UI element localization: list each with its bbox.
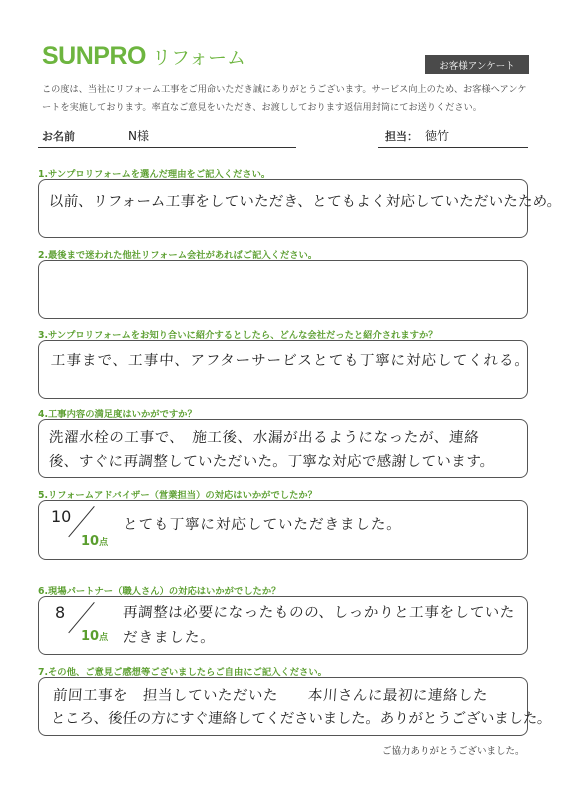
- answer-6-line-2: だきました。: [122, 630, 217, 646]
- intro-line-2: ートを実施しております。率直なご意見をいただき、お渡ししております返信用封筒にてお送りください。: [42, 102, 482, 113]
- answer-1-line-1: 以前、リフォーム工事をしていただき、とてもよく対応していただいたため。: [48, 194, 563, 210]
- answer-box-7: [38, 677, 552, 736]
- answer-7-line-1: 前回工事を 担当していただいた 本川さんに最初に連絡した: [52, 688, 489, 704]
- answer-box-5: [38, 500, 528, 560]
- intro-line-1: この度は、当社にリフォーム工事をご用命いただき誠にありがとうございます。サービス向上のため、お客様へアンケ: [42, 84, 527, 95]
- answer-5-line-1: とても丁寧に対応していただきました。: [122, 517, 403, 533]
- score-5-max: 10点: [81, 534, 109, 549]
- survey-badge: お客様アンケート: [425, 55, 529, 74]
- score-5-value: 10: [51, 507, 72, 526]
- answer-7-line-2: ところ、後任の方にすぐ連絡してくださいました。ありがとうございました。: [50, 711, 552, 727]
- name-value: N様: [128, 129, 149, 143]
- score-6-max: 10点: [81, 629, 109, 644]
- name-label: お名前: [42, 130, 75, 143]
- closing-text: ご協力ありがとうございました。: [382, 746, 525, 757]
- question-7-title: 7.その他、ご意見ご感想等ございましたらご自由にご記入ください。: [38, 667, 327, 678]
- brand-name: SUNPRO: [42, 42, 146, 70]
- score-6-value: 8: [55, 603, 66, 622]
- question-6-title: 6.現場パートナー（職人さん）の対応はいかがでしたか？: [38, 586, 281, 597]
- staff-underline: [378, 147, 528, 148]
- answer-box-4: [38, 419, 528, 478]
- brand-sub: リフォーム: [151, 48, 247, 69]
- answer-4-line-2: 後、すぐに再調整していただいた。丁寧な対応で感謝しています。: [48, 454, 496, 470]
- staff-label: 担当：: [385, 130, 418, 143]
- question-1-title: 1.サンプロリフォームを選んだ理由をご記入ください。: [38, 169, 271, 180]
- question-2-title: 2.最後まで迷われた他社リフォーム会社があればご記入ください。: [38, 250, 318, 261]
- answer-box-1: [38, 179, 563, 238]
- answer-box-6: [38, 596, 528, 655]
- answer-3-line-1: 工事まで、工事中、アフターサービスとても丁寧に対応してくれる。: [50, 353, 531, 369]
- answer-box-3: [38, 340, 531, 399]
- name-underline: [38, 147, 296, 148]
- answer-box-2: [38, 260, 528, 319]
- question-3-title: 3.サンプロリフォームをお知り合いに紹介するとしたら、どんな会社だったと紹介されますか？: [38, 330, 438, 341]
- score-5-slash: [68, 506, 94, 537]
- staff-value: 徳竹: [425, 129, 450, 143]
- question-4-title: 4.工事内容の満足度はいかがですか？: [38, 409, 197, 420]
- question-5-title: 5.リフォームアドバイザー（営業担当）の対応はいかがでしたか？: [38, 490, 317, 501]
- answer-6-line-1: 再調整は必要になったものの、しっかりと工事をしていた: [122, 605, 516, 621]
- sunpro-logo: [42, 42, 246, 71]
- answer-4-line-1: 洗濯水栓の工事で、 施工後、水漏が出るようになったが、連絡: [48, 430, 480, 446]
- intro-text: [42, 81, 532, 117]
